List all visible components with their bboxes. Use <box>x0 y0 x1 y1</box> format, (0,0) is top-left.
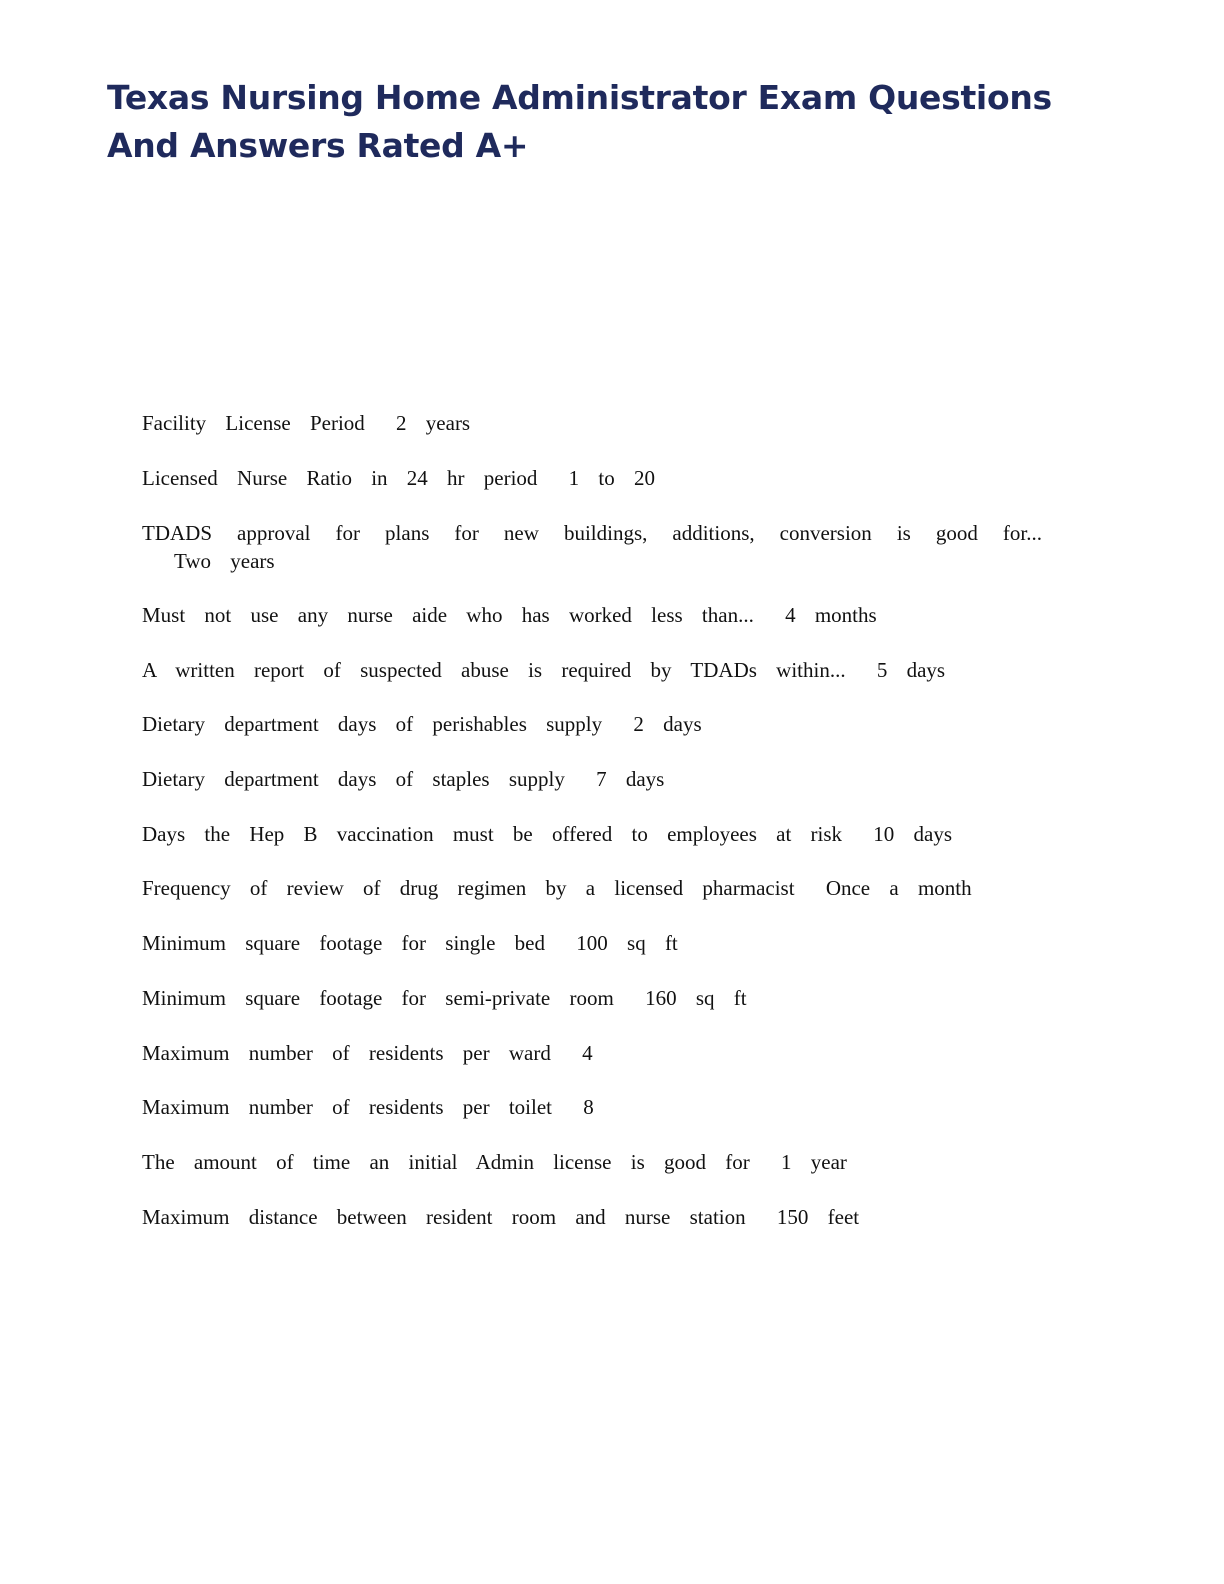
qa-item-nurse-station-distance <box>142 1203 1042 1231</box>
qa-item-perishables-supply <box>142 710 1042 738</box>
question-text: Minimum square footage for semi-private room <box>142 986 614 1010</box>
question-text: Facility License Period <box>142 411 365 435</box>
qa-item-residents-per-ward <box>142 1039 1042 1067</box>
question-text: Must not use any nurse aide who has worked less than... <box>142 603 754 627</box>
question-text: Maximum number of residents per toilet <box>142 1095 553 1119</box>
question-text: The amount of time an initial Admin license is good for <box>142 1150 750 1174</box>
qa-item-hep-b <box>142 820 1042 848</box>
question-text: Days the Hep B vaccination must be offered to employees at risk <box>142 822 843 846</box>
answer-text: 5 days <box>876 658 946 682</box>
answer-text: 2 days <box>633 712 702 736</box>
question-text: Dietary department days of staples supply <box>142 767 565 791</box>
answer-text: 1 year <box>781 1150 847 1174</box>
qa-item-abuse-report <box>142 656 1042 684</box>
question-text: Maximum distance between resident room and nurse station <box>142 1205 746 1229</box>
question-text: Licensed Nurse Ratio in 24 hr period <box>142 466 538 490</box>
qa-item-facility-license-period <box>142 409 1042 437</box>
qa-item-drug-regimen <box>142 874 1042 902</box>
qa-item-admin-license <box>142 1148 1042 1176</box>
question-text: A written report of suspected abuse is required by TDADs within... <box>142 658 846 682</box>
qa-item-semi-private <box>142 984 1042 1012</box>
answer-text: 160 sq ft <box>645 986 747 1010</box>
question-text: Dietary department days of perishables supply <box>142 712 603 736</box>
question-text: Maximum number of residents per ward <box>142 1041 551 1065</box>
question-text: TDADS approval for plans for new buildings, additions, conversion is good for... <box>142 521 1042 545</box>
qa-item-staples-supply <box>142 765 1042 793</box>
answer-text: 100 sq ft <box>576 931 678 955</box>
qa-item-tdads-approval <box>142 519 1042 575</box>
qa-item-single-bed <box>142 929 1042 957</box>
answer-text: Once a month <box>825 876 972 900</box>
answer-text: 8 <box>583 1095 594 1119</box>
qa-item-residents-per-toilet <box>142 1093 1042 1121</box>
qa-list <box>142 409 1042 1231</box>
answer-text: 150 feet <box>776 1205 860 1229</box>
qa-item-nurse-aide <box>142 601 1042 629</box>
question-text: Frequency of review of drug regimen by a licensed pharmacist <box>142 876 795 900</box>
qa-item-nurse-ratio <box>142 464 1042 492</box>
answer-text: 1 to 20 <box>568 466 656 490</box>
answer-text: Two years <box>174 549 275 573</box>
answer-text: 4 <box>582 1041 593 1065</box>
answer-text: 4 months <box>785 603 877 627</box>
answer-text: 2 years <box>396 411 471 435</box>
answer-text: 7 days <box>596 767 665 791</box>
answer-text: 10 days <box>873 822 953 846</box>
question-text: Minimum square footage for single bed <box>142 931 546 955</box>
page-title: Texas Nursing Home Administrator Exam Questions And Answers Rated A+ <box>107 78 1052 165</box>
